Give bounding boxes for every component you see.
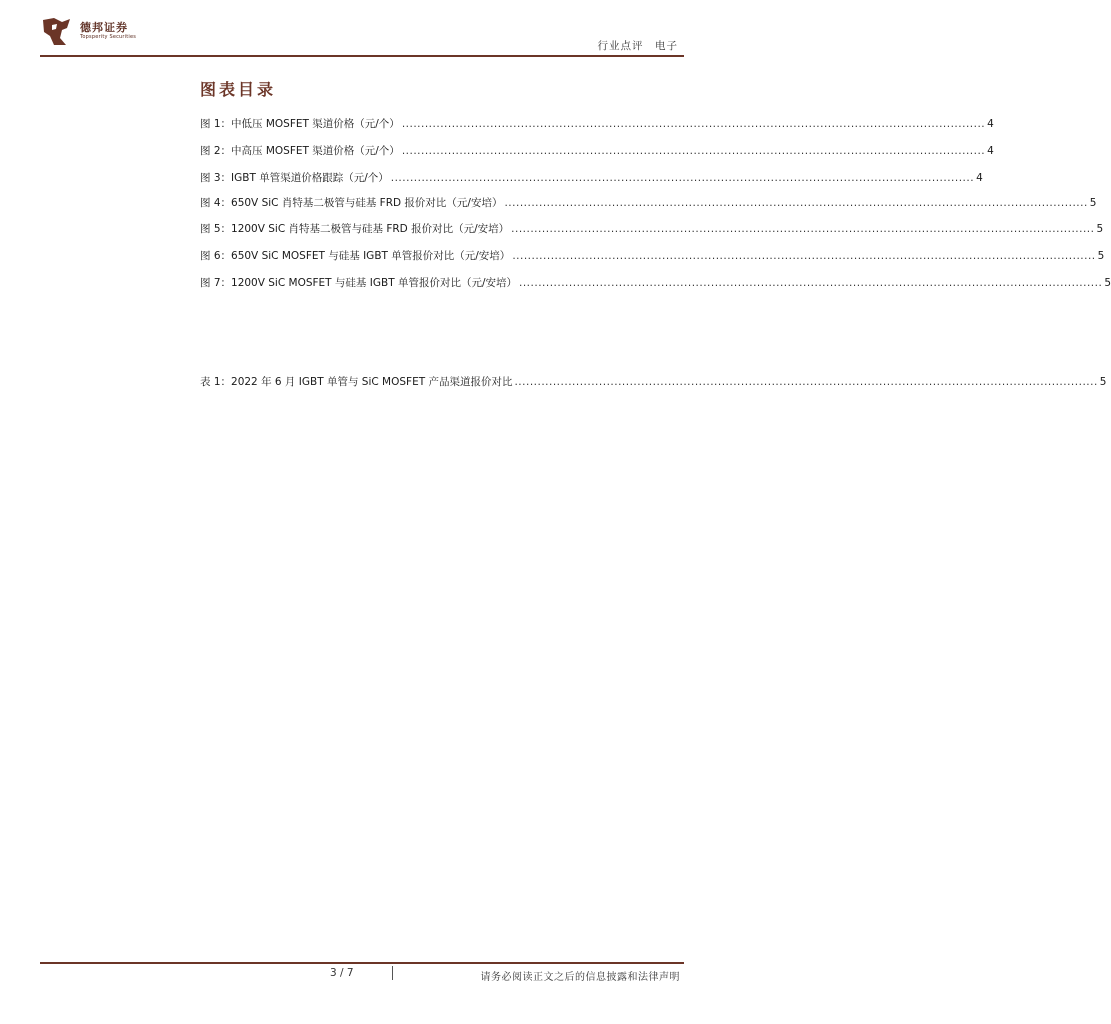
report-category: 行业点评 电子 (597, 40, 678, 52)
toc-entry[interactable] (200, 170, 983, 185)
toc-entry-label: 图 5：1200V SiC 肖特基二极管与硅基 FRD 报价对比（元/安培） (200, 223, 510, 235)
toc-dot-leader: ........................................................................................................................................................ (519, 277, 1103, 289)
toc-entry-label: 图 1：中低压 MOSFET 渠道价格（元/个） (200, 118, 400, 130)
toc-entry-label: 表 1：2022 年 6 月 IGBT 单管与 SiC MOSFET 产品渠道报价对比 (200, 376, 513, 388)
footer-separator (392, 966, 393, 980)
footer-divider (40, 962, 684, 964)
toc-entry-page: 5 (1104, 277, 1111, 289)
toc-entry[interactable] (200, 195, 1097, 210)
toc-entry[interactable] (200, 221, 1104, 236)
toc-entry-page: 5 (1099, 376, 1107, 388)
toc-dot-leader: ........................................................................................................................................................ (401, 118, 986, 130)
legal-disclaimer: 请务必阅读正文之后的信息披露和法律声明 (480, 972, 680, 983)
brand-name-en: Topsperity Securities (80, 34, 137, 40)
toc-title: 图表目录 (200, 80, 277, 99)
toc-entry[interactable] (200, 275, 1111, 290)
toc-entry-label: 图 7：1200V SiC MOSFET 与硅基 IGBT 单管报价对比（元/安培） (200, 277, 517, 289)
company-logo (40, 16, 74, 48)
toc-entry[interactable] (200, 116, 994, 131)
toc-entry[interactable] (200, 248, 1105, 263)
toc-entry-label: 图 4：650V SiC 肖特基二极管与硅基 FRD 报价对比（元/安培） (200, 197, 503, 209)
toc-entry-page: 5 (1096, 223, 1104, 235)
toc-entry[interactable] (200, 143, 994, 158)
header-divider (40, 55, 684, 57)
toc-dot-leader: ........................................................................................................................................................ (390, 172, 975, 184)
toc-entry-label: 图 2：中高压 MOSFET 渠道价格（元/个） (200, 145, 400, 157)
toc-entry-label: 图 6：650V SiC MOSFET 与硅基 IGBT 单管报价对比（元/安培） (200, 250, 511, 262)
logo-icon (40, 16, 74, 48)
toc-dot-leader: ........................................................................................................................................................ (514, 376, 1098, 388)
toc-entry-label: 图 3：IGBT 单管渠道价格跟踪（元/个） (200, 172, 389, 184)
brand-name: 德邦证券 (80, 21, 128, 34)
toc-entry-page: 5 (1089, 197, 1097, 209)
toc-entry-page: 4 (976, 172, 983, 184)
toc-entry-page: 5 (1097, 250, 1105, 262)
toc-entry-page: 4 (987, 118, 994, 130)
toc-dot-leader: ........................................................................................................................................................ (401, 145, 986, 157)
toc-dot-leader: ........................................................................................................................................................ (504, 197, 1088, 209)
toc-dot-leader: ........................................................................................................................................................ (512, 250, 1096, 262)
toc-entry-page: 4 (987, 145, 994, 157)
toc-entry[interactable] (200, 374, 1107, 389)
page-number: 3 / 7 (330, 967, 354, 979)
toc-dot-leader: ........................................................................................................................................................ (511, 223, 1095, 235)
